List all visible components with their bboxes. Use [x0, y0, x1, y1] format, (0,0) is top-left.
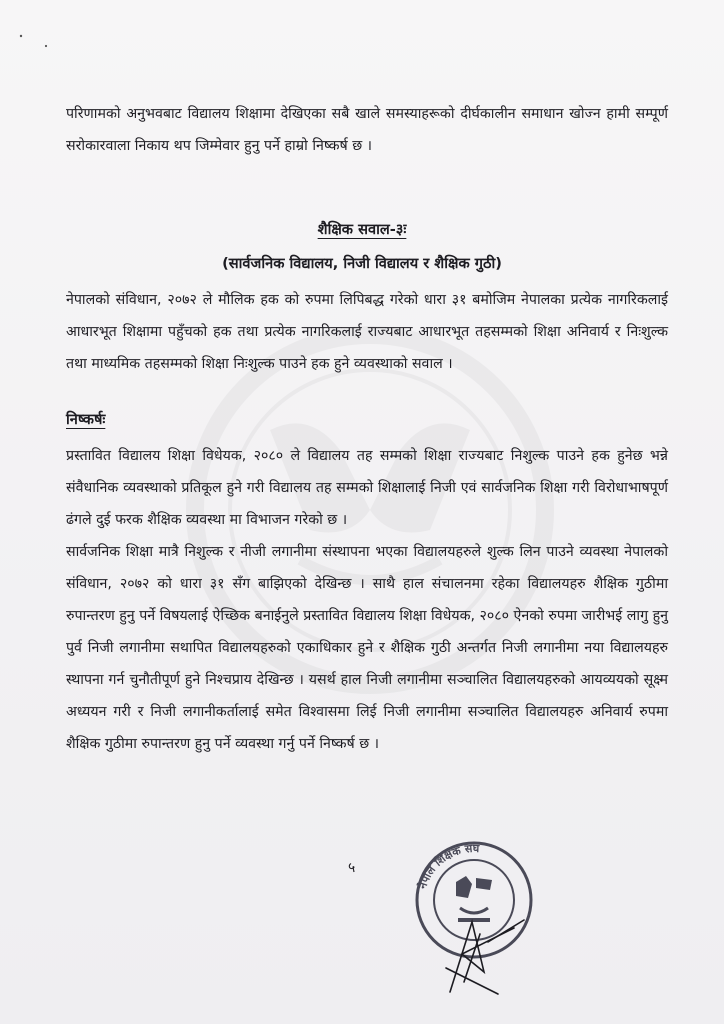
intro-paragraph: परिणामको अनुभवबाट विद्यालय शिक्षामा देखिएका सबै खाले समस्याहरूको दीर्घकालीन समाधान खोज्न हामी सम्पूर्ण सरोकारवाला निकाय थप जिम्मेवार हुनु पर्ने हाम्रो निष्कर्ष छ ।: [66, 106, 668, 154]
paper-specks: [0, 0, 724, 60]
section-subheading: (सार्वजनिक विद्यालय, निजी विद्यालय र शैक्षिक गुठी): [222, 255, 502, 272]
conclusion-paragraph-2: सार्वजनिक शिक्षा मात्रै निशुल्क र नीजी लगानीमा संस्थापना भएका विद्यालयहरुले शुल्क लिन पाउने व्यवस्था नेपालको संविधान, २०७२ को धारा ३१ सँग बाझिएको देखिन्छ । साथै हाल संचालनमा रहेका विद्यालयहरु शैक्षिक गुठीमा रुपान्तरण हुनु पर्ने विषयलाई ऐच्छिक बनाईनुले प्रस्तावित विद्यालय शिक्षा विधेयक, २०८० ऐनको रुपमा जारीभई लागु हुनु पुर्व निजी लगानीमा सथापित विद्यालयहरुको एकाधिकार हुने र शैक्षिक गुठी अन्तर्गत निजी लगानीमा नया विद्यालयहरु स्थापना गर्न चुनौतीपूर्ण हुने निश्चप्राय देखिन्छ । यसर्थ हाल निजी लगानीमा सञ्चालित विद्यालयहरुको आयव्ययको सूक्ष्म अध्ययन गरी र निजी लगानीकर्तालाई समेत विश्वासमा लिई निजी लगानीमा सञ्चालित विद्यालयहरु अनिवार्य रुपमा शैक्षिक गुठीमा रुपान्तरण हुनु पर्ने व्यवस्था गर्नु पर्ने निष्कर्ष छ ।: [66, 544, 668, 752]
question-paragraph: नेपालको संविधान, २०७२ ले मौलिक हक को रुपमा लिपिबद्ध गरेको धारा ३१ बमोजिम नेपालका प्रत्येक नागरिकलाई आधारभूत शिक्षामा पहुँचको हक तथा प्रत्येक नागरिकलाई राज्यबाट आधारभूत तहसम्मको शिक्षा अनिवार्य र निःशुल्क तथा माध्यमिक तहसम्मको शिक्षा निःशुल्क पाउने हक हुने व्यवस्थाको सवाल ।: [66, 292, 668, 372]
official-seal-stamp: [402, 822, 542, 1002]
conclusion-heading: निष्कर्षः: [66, 411, 106, 428]
page-number: ५: [348, 860, 356, 876]
seal-text: नेपाल शिक्षक संघ: [415, 841, 480, 891]
section-heading: शैक्षिक सवाल-३ः: [317, 221, 407, 238]
conclusion-paragraph-1: प्रस्तावित विद्यालय शिक्षा विधेयक, २०८० ले विद्यालय तह सम्मको शिक्षा राज्यबाट निशुल्क पाउने हक हुनेछ भन्ने संवैधानिक व्यवस्थाको प्रतिकूल हुने गरी विद्यालय तह सम्मको शिक्षालाई निजी एवं सार्वजनिक शिक्षा गरी विरोधाभाषपूर्ण ढंगले दुई फरक शैक्षिक व्यवस्था मा विभाजन गरेको छ ।: [66, 448, 668, 528]
seal-emblem-icon: [456, 876, 492, 922]
